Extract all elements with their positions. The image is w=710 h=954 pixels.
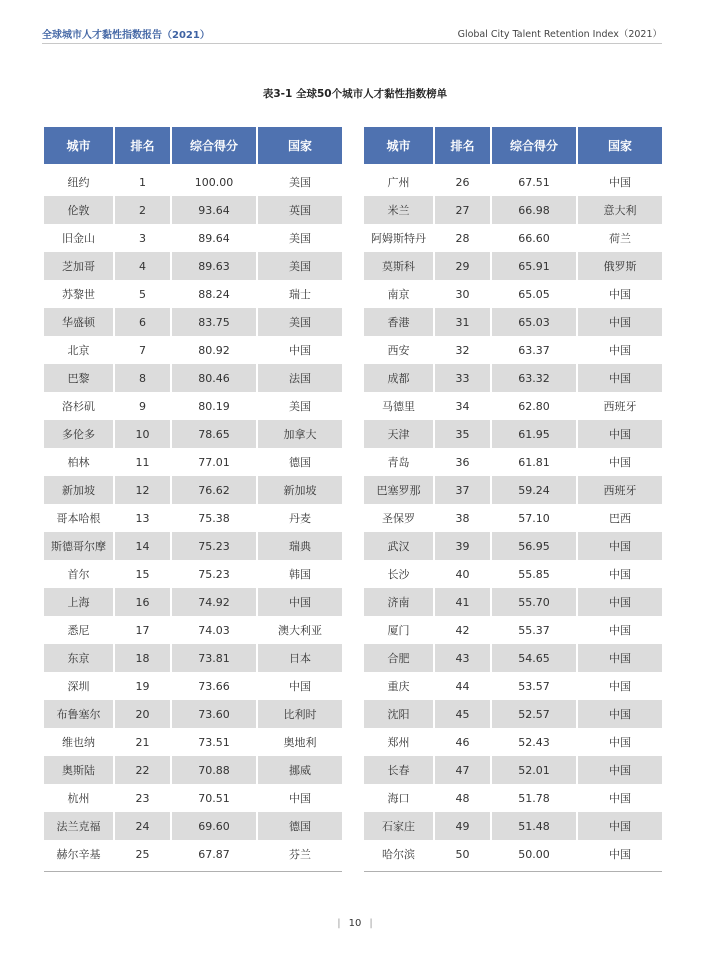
ranking-table-right	[364, 127, 662, 868]
table-row	[44, 308, 342, 336]
cell-country: 中国	[609, 176, 631, 189]
cell-rank: 50	[434, 840, 491, 868]
table-header-row	[364, 127, 662, 164]
cell-city: 长春	[364, 756, 434, 784]
table-row	[44, 196, 342, 224]
cell-city: 济南	[364, 588, 434, 616]
cell-score: 75.23	[171, 532, 257, 560]
column-header-rank: 排名	[434, 127, 491, 164]
table-row	[44, 560, 342, 588]
cell-country: 德国	[289, 456, 311, 469]
cell-rank: 36	[434, 448, 491, 476]
cell-city: 哥本哈根	[44, 504, 114, 532]
cell-rank: 49	[434, 812, 491, 840]
cell-rank: 23	[114, 784, 171, 812]
cell-rank: 37	[434, 476, 491, 504]
cell-city: 哈尔滨	[364, 840, 434, 868]
table-row	[364, 420, 662, 448]
table-row	[44, 336, 342, 364]
cell-score: 55.37	[491, 616, 577, 644]
cell-country: 法国	[257, 364, 342, 392]
cell-country: 中国	[577, 756, 662, 784]
cell-score: 76.62	[171, 476, 257, 504]
report-title-header-english: Global City Talent Retention Index（2021）	[457, 29, 662, 40]
cell-rank: 15	[114, 560, 171, 588]
cell-rank: 28	[434, 224, 491, 252]
cell-city: 苏黎世	[44, 280, 114, 308]
cell-country: 美国	[289, 232, 311, 245]
cell-country: 中国	[577, 532, 662, 560]
cell-city: 广州	[364, 164, 434, 196]
cell-rank: 7	[114, 336, 171, 364]
cell-rank: 33	[434, 364, 491, 392]
cell-country: 中国	[609, 680, 631, 693]
column-header-country: 国家	[257, 127, 342, 164]
cell-city: 重庆	[364, 672, 434, 700]
cell-city: 东京	[44, 644, 114, 672]
cell-city: 成都	[364, 364, 434, 392]
cell-score: 65.03	[491, 308, 577, 336]
cell-score: 69.60	[171, 812, 257, 840]
cell-city: 米兰	[364, 196, 434, 224]
cell-country: 中国	[609, 736, 631, 749]
cell-city: 法兰克福	[44, 812, 114, 840]
cell-city: 石家庄	[364, 812, 434, 840]
cell-city: 悉尼	[44, 616, 114, 644]
cell-rank: 4	[114, 252, 171, 280]
cell-rank: 22	[114, 756, 171, 784]
cell-score: 73.81	[171, 644, 257, 672]
cell-score: 51.48	[491, 812, 577, 840]
cell-city: 新加坡	[44, 476, 114, 504]
cell-city: 赫尔辛基	[44, 840, 114, 868]
table-row	[44, 392, 342, 420]
cell-rank: 1	[114, 164, 171, 196]
table-row	[364, 532, 662, 560]
table-row	[364, 196, 662, 224]
cell-city: 芝加哥	[44, 252, 114, 280]
cell-city: 上海	[44, 588, 114, 616]
cell-score: 66.98	[491, 196, 577, 224]
table-row	[364, 560, 662, 588]
table-row	[44, 812, 342, 840]
cell-country: 英国	[257, 196, 342, 224]
cell-rank: 21	[114, 728, 171, 756]
table-row	[44, 476, 342, 504]
table-row	[44, 420, 342, 448]
cell-score: 57.10	[491, 504, 577, 532]
cell-country: 新加坡	[257, 476, 342, 504]
cell-country: 中国	[577, 812, 662, 840]
cell-city: 合肥	[364, 644, 434, 672]
cell-country: 比利时	[257, 700, 342, 728]
column-header-score: 综合得分	[491, 127, 577, 164]
cell-score: 61.81	[491, 448, 577, 476]
cell-country: 中国	[609, 456, 631, 469]
cell-rank: 27	[434, 196, 491, 224]
cell-rank: 39	[434, 532, 491, 560]
cell-score: 66.60	[491, 224, 577, 252]
cell-city: 南京	[364, 280, 434, 308]
cell-rank: 24	[114, 812, 171, 840]
table-row	[364, 308, 662, 336]
table-row	[44, 224, 342, 252]
cell-score: 80.46	[171, 364, 257, 392]
cell-rank: 30	[434, 280, 491, 308]
table-row	[364, 728, 662, 756]
cell-city: 长沙	[364, 560, 434, 588]
table-row	[364, 224, 662, 252]
cell-score: 88.24	[171, 280, 257, 308]
cell-city: 深圳	[44, 672, 114, 700]
cell-country: 瑞典	[257, 532, 342, 560]
page-number: 10	[348, 918, 362, 929]
cell-rank: 34	[434, 392, 491, 420]
cell-score: 54.65	[491, 644, 577, 672]
cell-score: 74.03	[171, 616, 257, 644]
cell-city: 维也纳	[44, 728, 114, 756]
cell-country: 西班牙	[577, 476, 662, 504]
table-row	[364, 700, 662, 728]
cell-score: 63.32	[491, 364, 577, 392]
cell-city: 柏林	[44, 448, 114, 476]
cell-country: 中国	[289, 792, 311, 805]
table-row	[364, 336, 662, 364]
table-row	[364, 784, 662, 812]
cell-country: 意大利	[577, 196, 662, 224]
cell-rank: 29	[434, 252, 491, 280]
cell-country: 中国	[577, 588, 662, 616]
table-row	[364, 616, 662, 644]
cell-rank: 35	[434, 420, 491, 448]
cell-score: 70.51	[171, 784, 257, 812]
table-row	[44, 280, 342, 308]
cell-country: 中国	[577, 644, 662, 672]
cell-city: 首尔	[44, 560, 114, 588]
table-row	[44, 364, 342, 392]
cell-rank: 17	[114, 616, 171, 644]
cell-rank: 13	[114, 504, 171, 532]
table-bottom-rule-right	[364, 871, 662, 872]
cell-city: 郑州	[364, 728, 434, 756]
cell-score: 50.00	[491, 840, 577, 868]
cell-score: 100.00	[171, 164, 257, 196]
cell-country: 挪威	[257, 756, 342, 784]
table-row	[364, 252, 662, 280]
table-row	[44, 532, 342, 560]
cell-score: 93.64	[171, 196, 257, 224]
cell-country: 美国	[257, 252, 342, 280]
table-row	[364, 504, 662, 532]
table-row	[44, 672, 342, 700]
cell-country: 中国	[609, 792, 631, 805]
cell-score: 80.92	[171, 336, 257, 364]
table-row	[44, 728, 342, 756]
cell-score: 51.78	[491, 784, 577, 812]
cell-score: 89.64	[171, 224, 257, 252]
cell-score: 55.85	[491, 560, 577, 588]
cell-country: 美国	[257, 308, 342, 336]
cell-city: 武汉	[364, 532, 434, 560]
cell-country: 丹麦	[289, 512, 311, 525]
cell-score: 67.87	[171, 840, 257, 868]
cell-city: 洛杉矶	[44, 392, 114, 420]
cell-score: 77.01	[171, 448, 257, 476]
table-row	[364, 476, 662, 504]
cell-rank: 6	[114, 308, 171, 336]
cell-score: 74.92	[171, 588, 257, 616]
page-number-footer	[0, 918, 710, 929]
table-row	[44, 700, 342, 728]
cell-country: 中国	[609, 624, 631, 637]
cell-country: 奥地利	[283, 736, 317, 749]
cell-country: 加拿大	[257, 420, 342, 448]
column-header-city: 城市	[364, 127, 434, 164]
cell-rank: 44	[434, 672, 491, 700]
cell-score: 56.95	[491, 532, 577, 560]
table-row	[44, 164, 342, 196]
cell-score: 52.43	[491, 728, 577, 756]
cell-rank: 40	[434, 560, 491, 588]
cell-city: 巴塞罗那	[364, 476, 434, 504]
cell-country: 德国	[257, 812, 342, 840]
column-header-score: 综合得分	[171, 127, 257, 164]
cell-score: 62.80	[491, 392, 577, 420]
cell-rank: 46	[434, 728, 491, 756]
table-row	[364, 812, 662, 840]
cell-city: 青岛	[364, 448, 434, 476]
table-row	[364, 364, 662, 392]
cell-score: 73.60	[171, 700, 257, 728]
cell-rank: 31	[434, 308, 491, 336]
table-row	[44, 588, 342, 616]
cell-city: 杭州	[44, 784, 114, 812]
cell-city: 沈阳	[364, 700, 434, 728]
cell-rank: 3	[114, 224, 171, 252]
cell-city: 厦门	[364, 616, 434, 644]
cell-score: 73.51	[171, 728, 257, 756]
cell-score: 70.88	[171, 756, 257, 784]
cell-country: 澳大利亚	[278, 624, 322, 637]
cell-rank: 20	[114, 700, 171, 728]
cell-country: 中国	[609, 288, 631, 301]
table-row	[364, 392, 662, 420]
table-row	[44, 616, 342, 644]
cell-country: 中国	[577, 308, 662, 336]
cell-rank: 48	[434, 784, 491, 812]
ranking-table-left	[44, 127, 342, 868]
cell-score: 75.23	[171, 560, 257, 588]
cell-rank: 32	[434, 336, 491, 364]
cell-rank: 11	[114, 448, 171, 476]
cell-rank: 41	[434, 588, 491, 616]
cell-city: 莫斯科	[364, 252, 434, 280]
cell-city: 纽约	[44, 164, 114, 196]
cell-rank: 9	[114, 392, 171, 420]
cell-city: 奥斯陆	[44, 756, 114, 784]
cell-country: 美国	[289, 176, 311, 189]
column-header-rank: 排名	[114, 127, 171, 164]
cell-score: 53.57	[491, 672, 577, 700]
cell-city: 布鲁塞尔	[44, 700, 114, 728]
table-title: 表3-1 全球50个城市人才黏性指数榜单	[262, 88, 448, 100]
cell-city: 伦敦	[44, 196, 114, 224]
table-row	[44, 784, 342, 812]
table-row	[44, 840, 342, 868]
page-number-separator-left: |	[337, 918, 341, 929]
cell-score: 52.01	[491, 756, 577, 784]
table-row	[364, 164, 662, 196]
cell-city: 巴黎	[44, 364, 114, 392]
cell-country: 俄罗斯	[577, 252, 662, 280]
table-row	[364, 840, 662, 868]
cell-rank: 47	[434, 756, 491, 784]
cell-country: 日本	[257, 644, 342, 672]
cell-rank: 26	[434, 164, 491, 196]
cell-country: 中国	[609, 344, 631, 357]
header-divider	[42, 43, 662, 44]
cell-city: 天津	[364, 420, 434, 448]
cell-score: 52.57	[491, 700, 577, 728]
cell-rank: 14	[114, 532, 171, 560]
cell-country: 中国	[577, 420, 662, 448]
cell-country: 中国	[609, 848, 631, 861]
cell-city: 旧金山	[44, 224, 114, 252]
cell-country: 美国	[289, 400, 311, 413]
cell-score: 83.75	[171, 308, 257, 336]
cell-rank: 45	[434, 700, 491, 728]
cell-score: 78.65	[171, 420, 257, 448]
cell-city: 北京	[44, 336, 114, 364]
cell-city: 圣保罗	[364, 504, 434, 532]
cell-rank: 10	[114, 420, 171, 448]
cell-score: 63.37	[491, 336, 577, 364]
cell-country: 中国	[609, 568, 631, 581]
cell-rank: 12	[114, 476, 171, 504]
cell-rank: 2	[114, 196, 171, 224]
cell-rank: 19	[114, 672, 171, 700]
cell-city: 斯德哥尔摩	[44, 532, 114, 560]
cell-country: 巴西	[609, 512, 631, 525]
cell-country: 韩国	[289, 568, 311, 581]
cell-score: 75.38	[171, 504, 257, 532]
table-header-row	[44, 127, 342, 164]
cell-country: 中国	[289, 680, 311, 693]
cell-country: 中国	[289, 344, 311, 357]
column-header-country: 国家	[577, 127, 662, 164]
table-bottom-rule-left	[44, 871, 342, 872]
cell-score: 67.51	[491, 164, 577, 196]
cell-country: 芬兰	[289, 848, 311, 861]
table-row	[364, 280, 662, 308]
table-row	[364, 588, 662, 616]
cell-rank: 42	[434, 616, 491, 644]
cell-city: 西安	[364, 336, 434, 364]
cell-city: 多伦多	[44, 420, 114, 448]
cell-country: 中国	[577, 364, 662, 392]
cell-city: 阿姆斯特丹	[364, 224, 434, 252]
cell-score: 89.63	[171, 252, 257, 280]
cell-rank: 5	[114, 280, 171, 308]
table-row	[364, 756, 662, 784]
cell-country: 中国	[257, 588, 342, 616]
cell-score: 65.05	[491, 280, 577, 308]
cell-rank: 18	[114, 644, 171, 672]
table-row	[44, 448, 342, 476]
cell-score: 55.70	[491, 588, 577, 616]
cell-score: 80.19	[171, 392, 257, 420]
table-row	[364, 644, 662, 672]
table-row	[44, 644, 342, 672]
report-title-header: 全球城市人才黏性指数报告（2021）	[42, 30, 210, 41]
cell-country: 荷兰	[609, 232, 631, 245]
table-row	[364, 448, 662, 476]
cell-country: 中国	[577, 700, 662, 728]
cell-city: 海口	[364, 784, 434, 812]
cell-score: 61.95	[491, 420, 577, 448]
cell-city: 马德里	[364, 392, 434, 420]
cell-country: 西班牙	[603, 400, 637, 413]
cell-rank: 38	[434, 504, 491, 532]
cell-score: 65.91	[491, 252, 577, 280]
table-row	[364, 672, 662, 700]
cell-city: 华盛顿	[44, 308, 114, 336]
table-row	[44, 504, 342, 532]
cell-city: 香港	[364, 308, 434, 336]
cell-rank: 16	[114, 588, 171, 616]
table-row	[44, 252, 342, 280]
cell-rank: 43	[434, 644, 491, 672]
page-number-separator-right: |	[369, 918, 373, 929]
cell-score: 73.66	[171, 672, 257, 700]
cell-score: 59.24	[491, 476, 577, 504]
cell-country: 瑞士	[289, 288, 311, 301]
column-header-city: 城市	[44, 127, 114, 164]
cell-rank: 8	[114, 364, 171, 392]
cell-rank: 25	[114, 840, 171, 868]
table-row	[44, 756, 342, 784]
